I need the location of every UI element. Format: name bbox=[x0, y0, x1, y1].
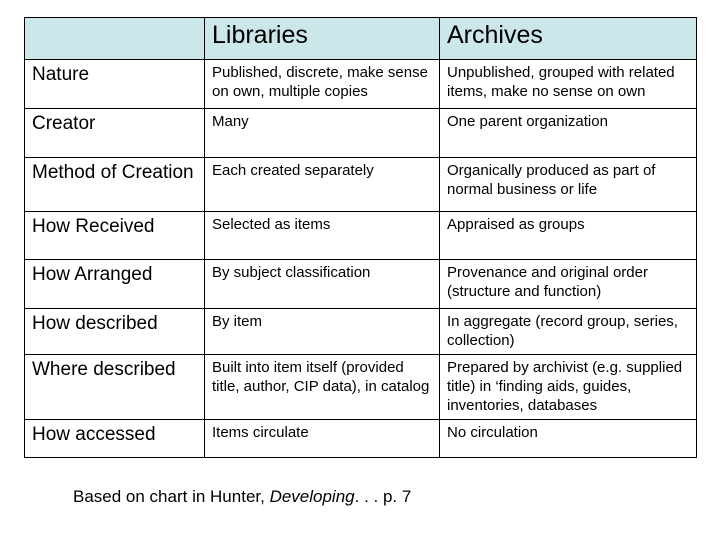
row-label: How Arranged bbox=[25, 260, 205, 309]
table-header bbox=[25, 18, 697, 60]
table-row bbox=[25, 420, 697, 458]
table-row bbox=[25, 60, 697, 109]
row-label: How described bbox=[25, 309, 205, 355]
table-row bbox=[25, 212, 697, 260]
table-row bbox=[25, 260, 697, 309]
header-archives: Archives bbox=[440, 18, 697, 60]
row-label: Where described bbox=[25, 355, 205, 420]
archives-cell: No circulation bbox=[440, 420, 697, 458]
archives-cell: Unpublished, grouped with related items, make no sense on own bbox=[440, 60, 697, 109]
archives-cell: Appraised as groups bbox=[440, 212, 697, 260]
table-row bbox=[25, 109, 697, 158]
comparison-table bbox=[24, 17, 697, 458]
row-label: How accessed bbox=[25, 420, 205, 458]
header-blank-cell bbox=[25, 18, 205, 60]
libraries-cell: By item bbox=[205, 309, 440, 355]
row-label: How Received bbox=[25, 212, 205, 260]
archives-cell: Organically produced as part of normal business or life bbox=[440, 158, 697, 212]
archives-cell: Prepared by archivist (e.g. supplied title) in ‘finding aids, guides, inventories, databases bbox=[440, 355, 697, 420]
archives-cell: Provenance and original order (structure and function) bbox=[440, 260, 697, 309]
header-libraries: Libraries bbox=[205, 18, 440, 60]
source-caption bbox=[73, 487, 411, 507]
caption-title: Developing bbox=[269, 487, 355, 506]
libraries-cell: Each created separately bbox=[205, 158, 440, 212]
archives-cell: In aggregate (record group, series, collection) bbox=[440, 309, 697, 355]
row-label: Method of Creation bbox=[25, 158, 205, 212]
table-row bbox=[25, 158, 697, 212]
libraries-cell: Many bbox=[205, 109, 440, 158]
libraries-cell: Items circulate bbox=[205, 420, 440, 458]
caption-prefix: Based on chart in Hunter, bbox=[73, 487, 270, 506]
libraries-cell: By subject classification bbox=[205, 260, 440, 309]
caption-suffix: . . . p. 7 bbox=[354, 487, 412, 506]
header-row bbox=[25, 18, 697, 60]
libraries-cell: Published, discrete, make sense on own, multiple copies bbox=[205, 60, 440, 109]
row-label: Nature bbox=[25, 60, 205, 109]
table-row bbox=[25, 309, 697, 355]
libraries-cell: Built into item itself (provided title, author, CIP data), in catalog bbox=[205, 355, 440, 420]
table-row bbox=[25, 355, 697, 420]
archives-cell: One parent organization bbox=[440, 109, 697, 158]
libraries-cell: Selected as items bbox=[205, 212, 440, 260]
row-label: Creator bbox=[25, 109, 205, 158]
table-body bbox=[25, 60, 697, 458]
